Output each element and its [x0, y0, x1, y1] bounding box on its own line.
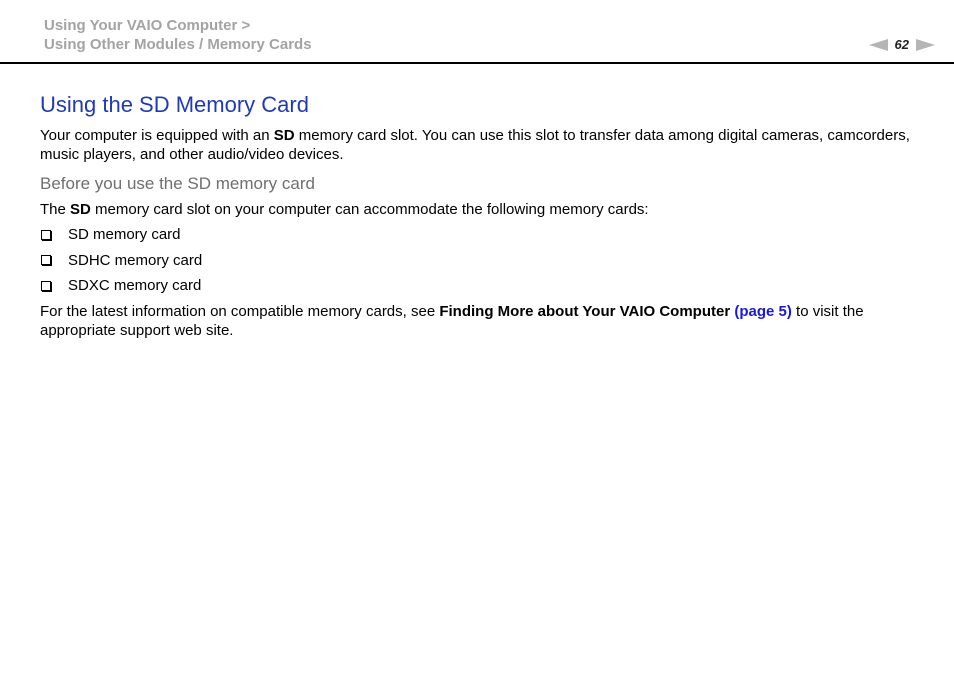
list-item-label: SDXC memory card [68, 277, 202, 294]
intro-text: Your computer is equipped with an [40, 127, 274, 144]
breadcrumb-item: Using Your VAIO Computer > [44, 17, 251, 34]
breadcrumb [44, 16, 312, 54]
previous-page-icon[interactable] [869, 39, 888, 51]
checkbox-bullet-icon [41, 255, 51, 265]
section-title: Using the SD Memory Card [40, 92, 309, 117]
checkbox-bullet-icon [41, 281, 51, 291]
intro-bold-sd: SD [273, 127, 295, 144]
checkbox-bullet-icon [41, 230, 51, 240]
page-number: 62 [894, 37, 909, 52]
main-content [40, 91, 930, 340]
list-item [40, 251, 930, 270]
intro-text-rest: memory card slot. You can use this slot to transfer data among digital cameras, camcorders, music players, and other audio/video devices. [40, 127, 910, 163]
slot-bold-sd: SD [70, 201, 91, 218]
header-divider [0, 62, 954, 64]
latest-info-text-rest: to visit the appropriate support web site. [40, 302, 864, 339]
next-page-icon[interactable] [916, 39, 935, 51]
intro-paragraph [40, 126, 930, 164]
slot-text-rest: memory card slot on your computer can accommodate the following memory cards: [90, 201, 649, 218]
latest-info-bold: Finding More about Your VAIO Computer [439, 302, 731, 320]
page-5-link[interactable]: (page 5) [734, 302, 792, 320]
list-item-label: SDHC memory card [68, 251, 203, 269]
memory-card-list [40, 225, 930, 295]
subheading: Before you use the SD memory card [40, 174, 315, 193]
latest-info-paragraph [40, 302, 930, 340]
latest-info-text: For the latest information on compatible memory cards, see [40, 302, 440, 320]
slot-text: The [40, 201, 71, 218]
list-item-label: SD memory card [68, 226, 181, 243]
list-item [40, 225, 930, 244]
slot-paragraph [40, 200, 930, 219]
breadcrumb-item: Using Other Modules / Memory Cards [44, 36, 312, 53]
list-item [40, 276, 930, 295]
page-navigation [869, 37, 935, 53]
